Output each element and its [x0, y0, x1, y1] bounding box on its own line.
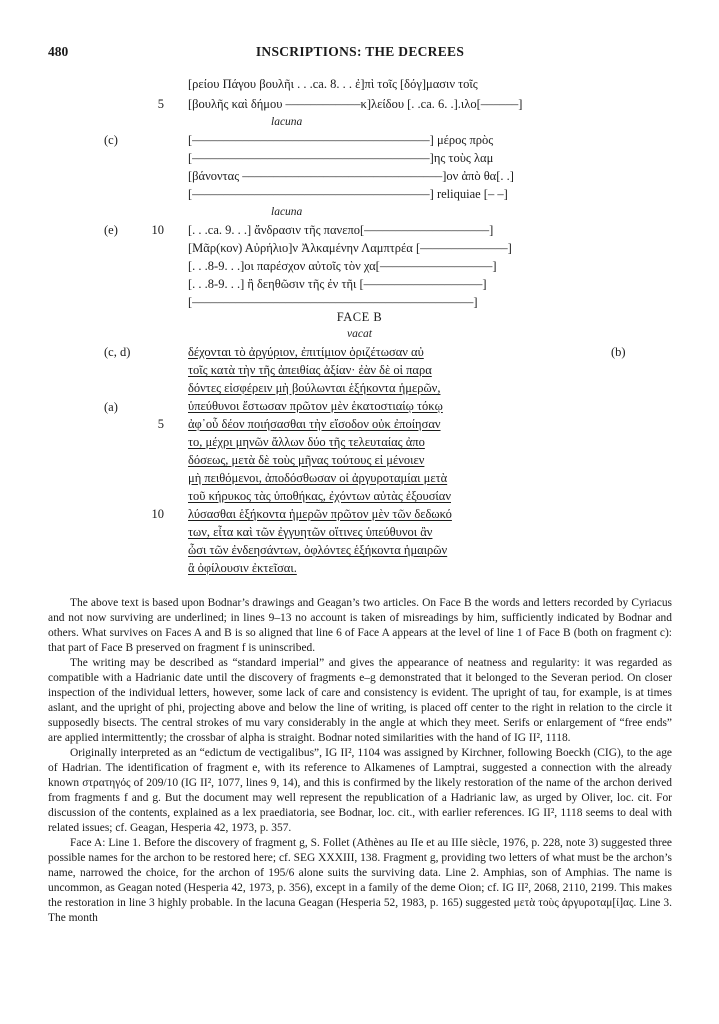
greek-line: ἃ ὀφίλουσιν ἐκτεῖσαι. [188, 561, 297, 575]
fragment-label: (c, d) [104, 345, 131, 359]
fragment-label: (c) [104, 133, 118, 147]
lacuna-label: lacuna [271, 116, 303, 128]
greek-line: δόντες εἰσφέρειν μὴ βούλωνται ἑξήκοντα ἡμερῶν, [188, 381, 441, 395]
greek-line: [ρείου Πάγου βουλῆι . . .ca. 8. . . ἐ]πὶ τοῖς [δόγ]μασιν τοῖς [188, 77, 478, 91]
page-number: 480 [48, 44, 69, 59]
commentary-paragraph: Face A: Line 1. Before the discovery of fragment g, S. Follet (Athènes au IIe et au IIIe siècle, 1976, p. 228, note 3) suggested three possible names for the archon to be restored here; cf. SEG XXXIII, 138. Fragment g, providing two letters of what must be the archon’s name, narrowed the choice, for the archon of 195/6 alone suits the surviving data. Line 2. Amphias, son of Amphias. The name is uncommon, as Geagan noted (Hesperia 42, 1973, p. 356), except in a family of the deme Oion; cf. IG II², 2068, 2110, 2199. This makes the restoration in line 3 highly probable. In the lacuna Geagan (Hesperia 52, 1983, p. 165) suggested μετὰ τοὺς ἀργυροταμ[ί]ας. Line 3. The month [48, 837, 672, 924]
greek-line: λύσασθαι ἑξήκοντα ἡμερῶν πρῶτον μὲν τῶν δεδωκό [188, 507, 452, 521]
greek-line: [––––––––––––––––––––––––––––––––––––––]ης τοὺς λαμ [188, 151, 494, 165]
commentary [48, 596, 672, 926]
fragment-label: (e) [104, 223, 118, 237]
greek-line: [––––––––––––––––––––––––––––––––––––––] μέρος πρὸς [188, 133, 494, 147]
greek-line: τοῦ κήρυκος τὰς ὑποθήκας, ἐχόντων αὐτὰς ἐξουσίαν [188, 489, 451, 503]
greek-line: [βάνοντας ––––––––––––––––––––––––––––––––]ον ἀπὸ θα[. .] [188, 169, 514, 183]
greek-line: [Μᾶρ(κον) Αὐρήλιο]ν Ἀλκαμένην Λαμπτρέα [––––––––––––––] [188, 241, 512, 255]
greek-line: των, εἶτα καὶ τῶν ἐγγυητῶν οἵτινες ὑπεύθυνοι ἂν [188, 525, 433, 539]
commentary-paragraph: Originally interpreted as an “edictum de vectigalibus”, IG II², 1104 was assigned by Kirchner, following Boeckh (CIG), to the age of Hadrian. The identification of fragment e, with its reference to Alkamenes of Lamptrai, suggested a connection with the already known στρατηγός of 209/10 (IG II², 1077, lines 9, 14), and this is confirmed by the likely restoration of the name of the archon derived from fragments f and g. But the document may well represent the republication of a Hadrianic law, as urged by Oliver, loc. cit. For discussion of the contents, explained as a lex praediatoria, see Bodnar, loc. cit., with earlier references. IG II², 1118 seems to deal with related issues; cf. Geagan, Hesperia 42, 1973, p. 357. [48, 747, 672, 834]
fragment-label-right: (b) [611, 345, 626, 359]
greek-line: δόσεως, μετὰ δὲ τοὺς μῆνας τούτους εἰ μένοιεν [188, 453, 425, 467]
greek-line: τοῖς κατὰ τὴν τῆς ἀπειθίας ἀξίαν· ἐὰν δὲ οἱ παρα [188, 363, 432, 377]
greek-line: [. . .8-9. . .] ἢ δεηθῶσιν τῆς ἐν τῆι [–––––––––––––––––––] [188, 277, 487, 291]
face-b-heading: FACE B [336, 310, 383, 324]
greek-line: [–––––––––––––––––––––––––––––––––––––––––––––] [188, 295, 478, 309]
greek-line: [––––––––––––––––––––––––––––––––––––––] reliquiae [– –] [188, 187, 508, 201]
greek-line: ἀφ᾽οὗ δέον ποιήσασθαι τὴν εἴσοδον οὐκ ἐποίησαν [188, 417, 441, 431]
greek-line: [. . .8-9. . .]οι παρέσχον αὐτοῖς τὸν χα[––––––––––––––––––] [188, 259, 497, 273]
greek-line: δέχονται τὸ ἀργύριον, ἐπιτίμιον ὁριζέτωσαν αὐ [188, 345, 424, 359]
greek-line: το, μέχρι μηνῶν ἄλλων δύο τῆς τελευταίας ἀπο [188, 435, 425, 449]
commentary-paragraph: The writing may be described as “standard imperial” and gives the appearance of neatness and regularity: it was regarded as compatible with a Hadrianic date until the discovery of fragments e–g demonstrated that it belonged to the Severan period. On closer inspection of the individual letters, however, some lack of care and consistency is evident. The upright of tau, for example, is at times aslant, and the upright of phi, projecting above and below the line of writing, is placed off center to the right in relation to the circle it supposedly bisects. The central strokes of mu vary considerably in the angle at which they meet. Serifs or enlargement of “free ends” are applied intermittently; the crossbar of alpha is straight. Bodnar noted similarities with the hand of IG II², 1118. [48, 657, 672, 744]
greek-line: [. . .ca. 9. . .] ἄνδρασιν τῆς πανεπο[––––––––––––––––––––] [188, 223, 494, 237]
greek-line: ὦσι τῶν ἐνδεησάντων, ὀφλόντες ἑξήκοντα ἡμαιρῶν [188, 543, 448, 557]
line-number: 10 [151, 507, 164, 521]
fragment-label: (a) [104, 400, 118, 414]
greek-line: ὑπεύθυνοι ἔστωσαν πρῶτον μὲν ἑκατοστιαίῳ τόκῳ [188, 399, 443, 413]
running-title: INSCRIPTIONS: THE DECREES [255, 44, 465, 59]
page-header [48, 44, 672, 64]
line-number: 10 [151, 223, 164, 237]
commentary-paragraph: The above text is based upon Bodnar’s drawings and Geagan’s two articles. On Face B the words and letters recorded by Cyriacus and not now surviving are underlined; in lines 9–13 no account is taken of misreadings by him, sufficiently indicated by Bodnar and others. What survives on Faces A and B is so aligned that line 6 of Face A appears at the level of line 1 of Face B (both on fragment c): that part of Face B preserved on fragment f is uninscribed. [48, 597, 672, 654]
line-number: 5 [157, 97, 164, 111]
vacat-label: vacat [347, 328, 372, 340]
line-number: 5 [157, 417, 164, 431]
greek-line: μὴ πειθόμενοι, ἀποδόσθωσαν οἱ ἀργυροταμίαι μετὰ [188, 471, 448, 485]
lacuna-label: lacuna [271, 206, 303, 218]
greek-line: [βουλῆς καὶ δήμου ––––––––––––κ]λείδου [. .ca. 6. .].ιλο[––––––] [188, 97, 523, 111]
